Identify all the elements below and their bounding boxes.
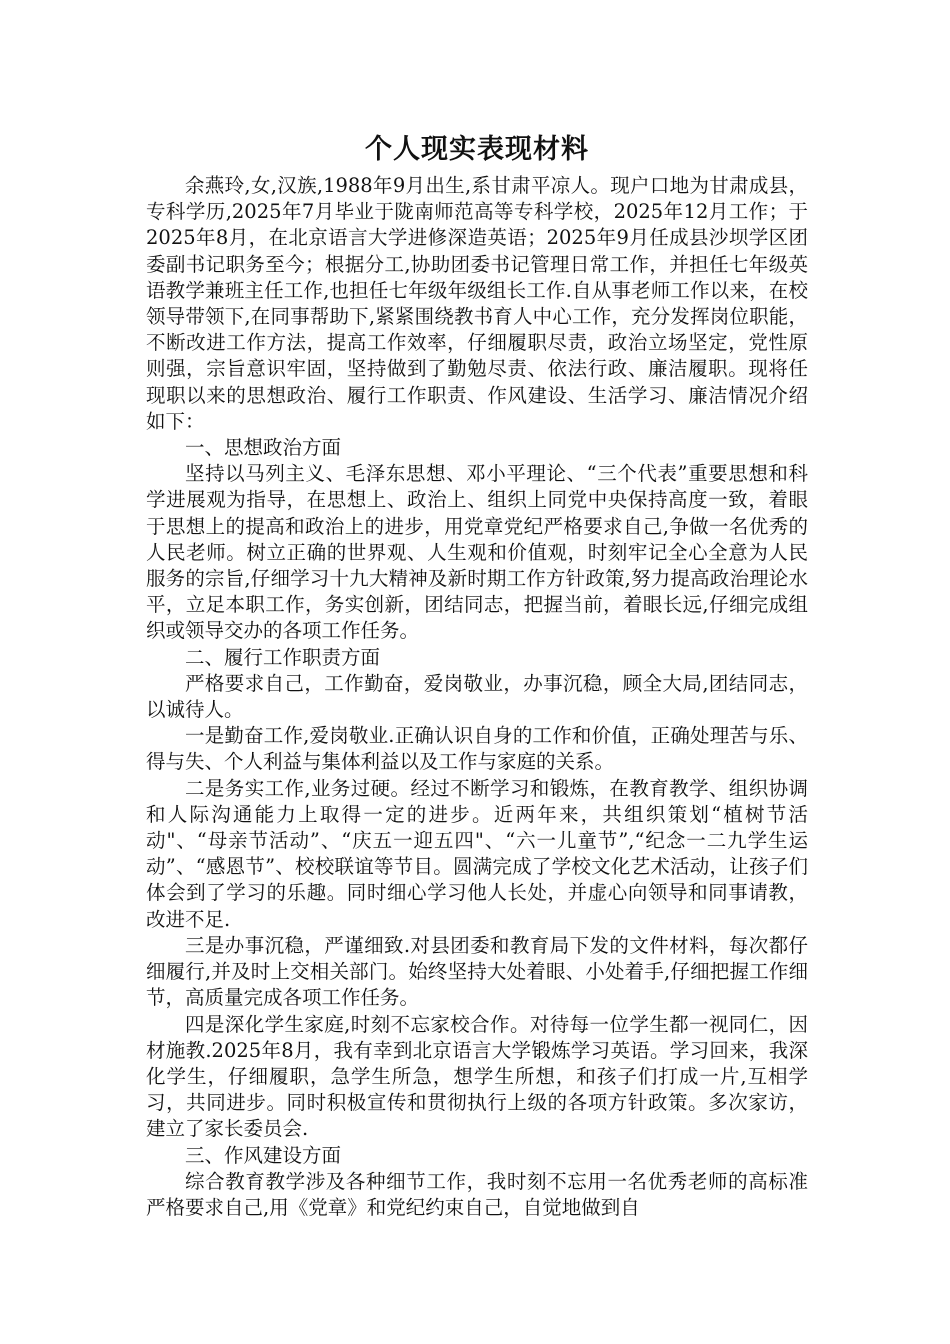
duties-point-4: 四是深化学生家庭,时刻不忘家校合作。对待每一位学生都一视同仁，因材施教.2025年8月，我有幸到北京语言大学锻炼学习英语。学习回来，我深化学生，仔细履职，急学生所急，想学生所想，和孩子们打成一片,互相学习，共同进步。同时积极宣传和贯彻执行上级的各项方针政策。多次家访，建立了家长委员会. (146, 1012, 808, 1141)
conduct-paragraph: 综合教育教学涉及各种细节工作，我时刻不忘用一名优秀老师的高标准严格要求自己,用《党章》和党纪约束自己，自觉地做到自 (146, 1169, 808, 1219)
duties-paragraph: 严格要求自己，工作勤奋，爱岗敬业，办事沉稳，顾全大局,团结同志，以诚待人。 (146, 671, 808, 722)
section-heading-political: 一、思想政治方面 (185, 436, 342, 460)
intro-paragraph: 余燕玲,女,汉族,1988年9月出生,系甘肃平凉人。现户口地为甘肃成县，专科学历,2025年7月毕业于陇南师范高等专科学校，2025年12月工作；于2025年8月，在北京语言大学进修深造英语；2025年9月任成县沙坝学区团委副书记职务至今；根据分工,协助团委书记管理日常工作，并担任七年级英语教学兼班主任工作,也担任七年级年级组长工作.自从事老师工作以来，在校领导带领下,在同事帮助下,紧紧围绕教书育人中心工作，充分发挥岗位职能，不断改进工作方法，提高工作效率，仔细履职尽责，政治立场坚定，党性原则强，宗旨意识牢固，坚持做到了勤勉尽责、依法行政、廉洁履职。现将任现职以来的思想政治、履行工作职责、作风建设、生活学习、廉洁情况介绍如下： (146, 174, 808, 433)
section-heading-duties: 二、履行工作职责方面 (185, 645, 381, 669)
duties-point-2: 二是务实工作,业务过硬。经过不断学习和锻炼，在教育教学、组织协调和人际沟通能力上取得一定的进步。近两年来，共组织策划“植树节活动"、“母亲节活动”、“庆五一迎五四"、“六一儿童节”,“纪念一二九学生运动”、“感恩节”、校校联谊等节目。圆满完成了学校文化艺术活动，让孩子们体会到了学习的乐趣。同时细心学习他人长处，并虚心向领导和同事请教，改进不足. (146, 776, 808, 931)
political-paragraph: 坚持以马列主义、毛泽东思想、邓小平理论、“三个代表”重要思想和科学进展观为指导，在思想上、政治上、组织上同党中央保持高度一致，着眼于思想上的提高和政治上的进步，用党章党纪严格要求自己,争做一名优秀的人民老师。树立正确的世界观、人生观和价值观，时刻牢记全心全意为人民服务的宗旨,仔细学习十九大精神及新时期工作方针政策,努力提高政治理论水平，立足本职工作，务实创新，团结同志，把握当前，着眼长远,仔细完成组织或领导交办的各项工作任务。 (146, 462, 808, 643)
document-body (146, 173, 808, 1221)
document-page (146, 130, 808, 1221)
section-heading-conduct: 三、作风建设方面 (185, 1143, 342, 1167)
document-title: 个人现实表现材料 (365, 134, 589, 165)
duties-point-3: 三是办事沉稳，严谨细致.对县团委和教育局下发的文件材料，每次都仔细履行,并及时上交相关部门。始终坚持大处着眼、小处着手,仔细把握工作细节，高质量完成各项工作任务。 (146, 933, 808, 1010)
duties-point-1: 一是勤奋工作,爱岗敬业.正确认识自身的工作和价值，正确处理苦与乐、得与失、个人利益与集体利益以及工作与家庭的关系。 (146, 724, 808, 774)
